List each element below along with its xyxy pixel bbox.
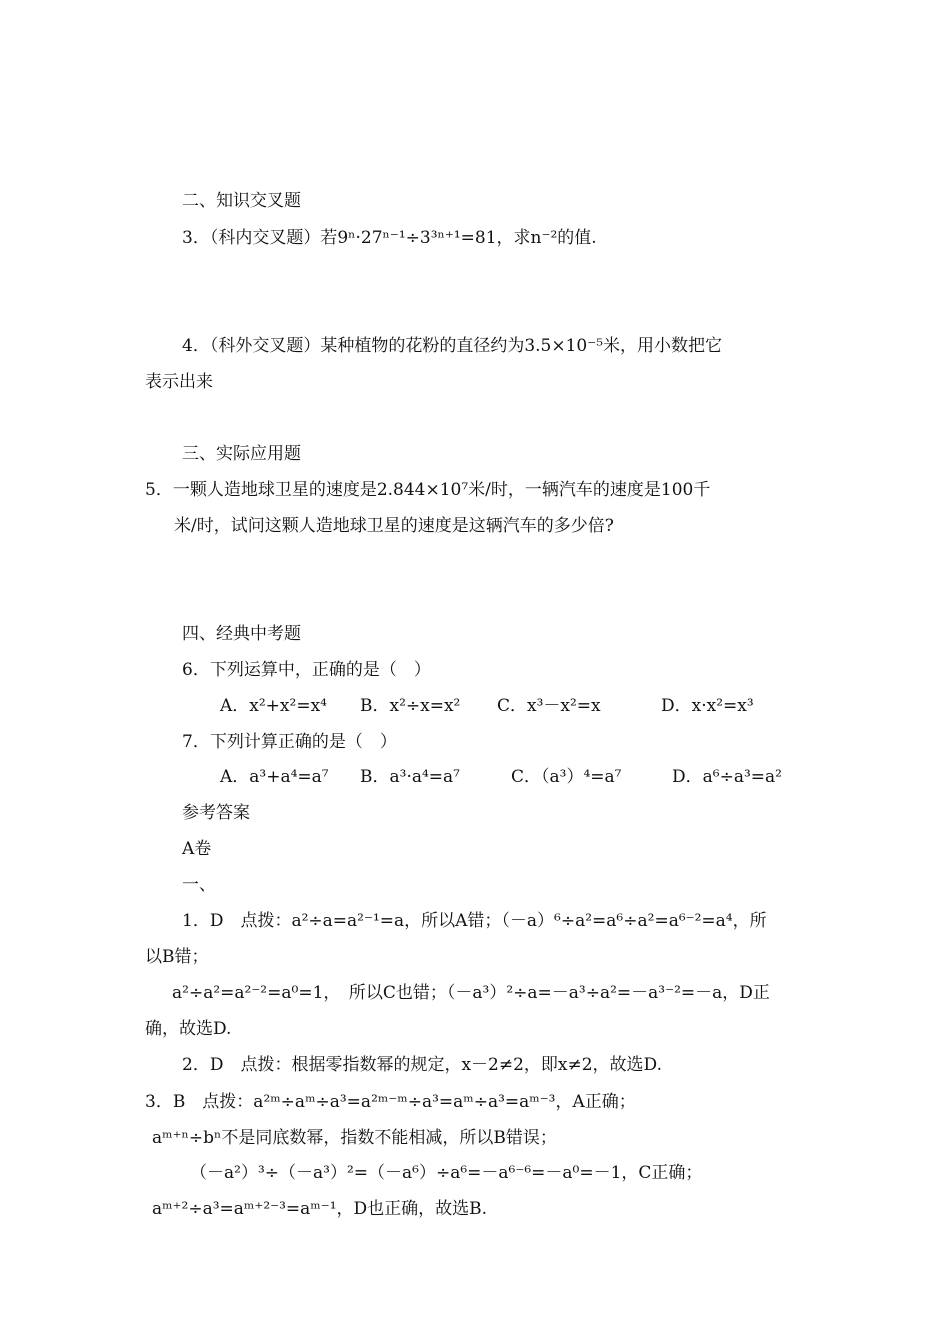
question-7-option-c: C．（a³）⁴=a⁷ — [511, 767, 622, 787]
question-3: 3．（科内交叉题）若9ⁿ·27ⁿ⁻¹÷3³ⁿ⁺¹=81，求n⁻²的值. — [182, 228, 597, 248]
question-7: 7．下列计算正确的是（ ） — [182, 732, 397, 752]
question-6-option-c: C．x³－x²=x — [497, 696, 601, 716]
question-6-option-d: D．x·x²=x³ — [661, 696, 754, 716]
answers-part: 一、 — [182, 875, 216, 895]
answer-3-line1: 3．B 点拨：a²ᵐ÷aᵐ÷a³=a²ᵐ⁻ᵐ÷a³=aᵐ÷a³=aᵐ⁻³，A正确； — [145, 1092, 636, 1112]
answer-3-line2: aᵐ⁺ⁿ÷bⁿ不是同底数幂，指数不能相减，所以B错误； — [152, 1128, 557, 1148]
answer-3-line4: aᵐ⁺²÷a³=aᵐ⁺²⁻³=aᵐ⁻¹，D也正确，故选B. — [152, 1199, 488, 1219]
answer-3-line3: （－a²）³÷（－a³）²=（－a⁶）÷a⁶=－a⁶⁻⁶=－a⁰=－1，C正确； — [190, 1163, 703, 1183]
answer-1-line4: 确，故选D. — [145, 1019, 232, 1039]
section2-heading: 二、知识交叉题 — [182, 191, 301, 211]
question-5-line2: 米/时，试问这颗人造地球卫星的速度是这辆汽车的多少倍? — [174, 516, 614, 536]
answers-volume: A卷 — [182, 839, 212, 859]
answer-1-line1: 1．D 点拨：a²÷a=a²⁻¹=a，所以A错；（－a）⁶÷a²=a⁶÷a²=a⁶⁻²=a⁴，所 — [182, 911, 767, 931]
question-6-option-a: A．x²+x²=x⁴ — [220, 696, 327, 716]
question-6: 6．下列运算中，正确的是（ ） — [182, 660, 431, 680]
question-4-line1: 4．（科外交叉题）某种植物的花粉的直径约为3.5×10⁻⁵米，用小数把它 — [182, 336, 723, 356]
question-7-option-b: B．a³·a⁴=a⁷ — [360, 767, 460, 787]
question-6-option-b: B．x²÷x=x² — [360, 696, 461, 716]
answer-1-line2: 以B错； — [145, 947, 209, 967]
question-5-line1: 5．一颗人造地球卫星的速度是2.844×10⁷米/时，一辆汽车的速度是100千 — [145, 480, 711, 500]
question-7-option-d: D．a⁶÷a³=a² — [672, 767, 782, 787]
question-7-option-a: A．a³+a⁴=a⁷ — [220, 767, 329, 787]
answer-1-line3: a²÷a²=a²⁻²=a⁰=1， 所以C也错；（－a³）²÷a=－a³÷a²=－a³⁻²=－a，D正 — [172, 983, 770, 1003]
answer-2: 2．D 点拨：根据零指数幂的规定，x－2≠2，即x≠2，故选D. — [182, 1055, 662, 1075]
section4-heading: 四、经典中考题 — [182, 624, 301, 644]
section3-heading: 三、实际应用题 — [182, 444, 301, 464]
question-4-line2: 表示出来 — [145, 372, 213, 392]
answers-heading: 参考答案 — [182, 803, 250, 823]
